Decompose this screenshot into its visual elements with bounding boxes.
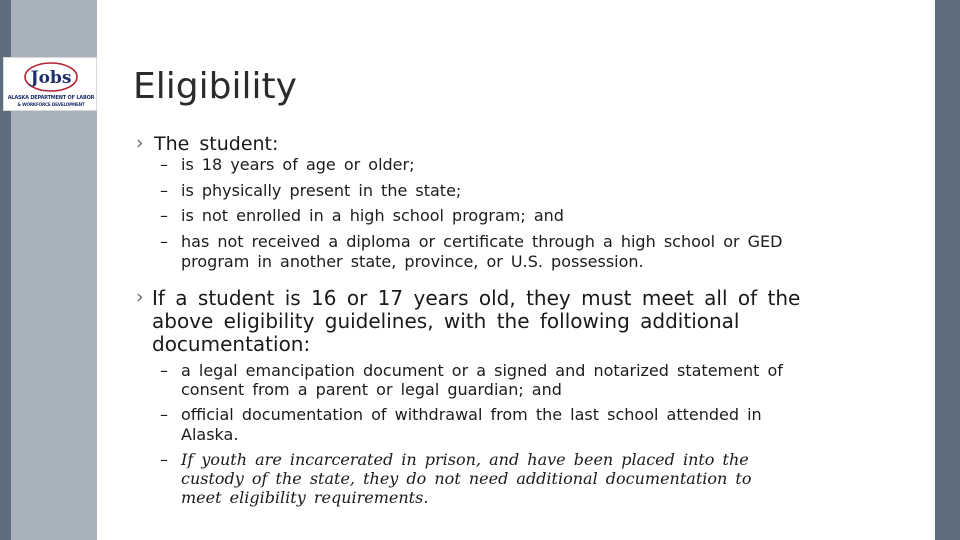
section1-item-3: is not enrolled in a high school program; and [181, 206, 564, 225]
logo-caption-line1: ALASKA DEPARTMENT OF LABOR [7, 95, 95, 101]
section2-item-3-line1: If youth are incarcerated in prison, and have been placed into the [181, 450, 749, 469]
section2-item-3-line3: meet eligibility requirements. [181, 488, 429, 507]
bullet-chevron-icon: › [136, 286, 144, 308]
jobs-logo [3, 57, 97, 111]
section2-intro-line1: If a student is 16 or 17 years old, they must meet all of the [152, 286, 801, 310]
dash-icon: – [160, 405, 168, 424]
dash-icon: – [160, 450, 168, 469]
dash-icon: – [160, 232, 168, 251]
section2-item-3-line2: custody of the state, they do not need additional documentation to [181, 469, 752, 488]
section2-item-2-line1: official documentation of withdrawal from the last school attended in [181, 405, 762, 424]
right-accent-bar [935, 0, 960, 540]
section1-item-2: is physically present in the state; [181, 181, 462, 200]
section1-item-4-line1: has not received a diploma or certificate through a high school or GED [181, 232, 783, 251]
section2-item-1-line2: consent from a parent or legal guardian; and [181, 380, 562, 399]
section1-heading: The student: [154, 133, 279, 155]
section2-intro-line3: documentation: [152, 332, 311, 356]
section2-item-2-line2: Alaska. [181, 425, 239, 444]
dash-icon: – [160, 155, 168, 174]
section1-item-1: is 18 years of age or older; [181, 155, 415, 174]
bullet-chevron-icon: › [136, 132, 144, 154]
dash-icon: – [160, 181, 168, 200]
logo-mark-text: Jobs [30, 68, 72, 88]
dash-icon: – [160, 361, 168, 380]
slide-title: Eligibility [133, 66, 297, 107]
section2-item-1-line1: a legal emancipation document or a signed and notarized statement of [181, 361, 783, 380]
dash-icon: – [160, 206, 168, 225]
section1-item-4-line2: program in another state, province, or U.S. possession. [181, 252, 644, 271]
section2-intro-line2: above eligibility guidelines, with the following additional [152, 309, 740, 333]
logo-caption-line2: & WORKFORCE DEVELOPMENT [17, 102, 85, 107]
